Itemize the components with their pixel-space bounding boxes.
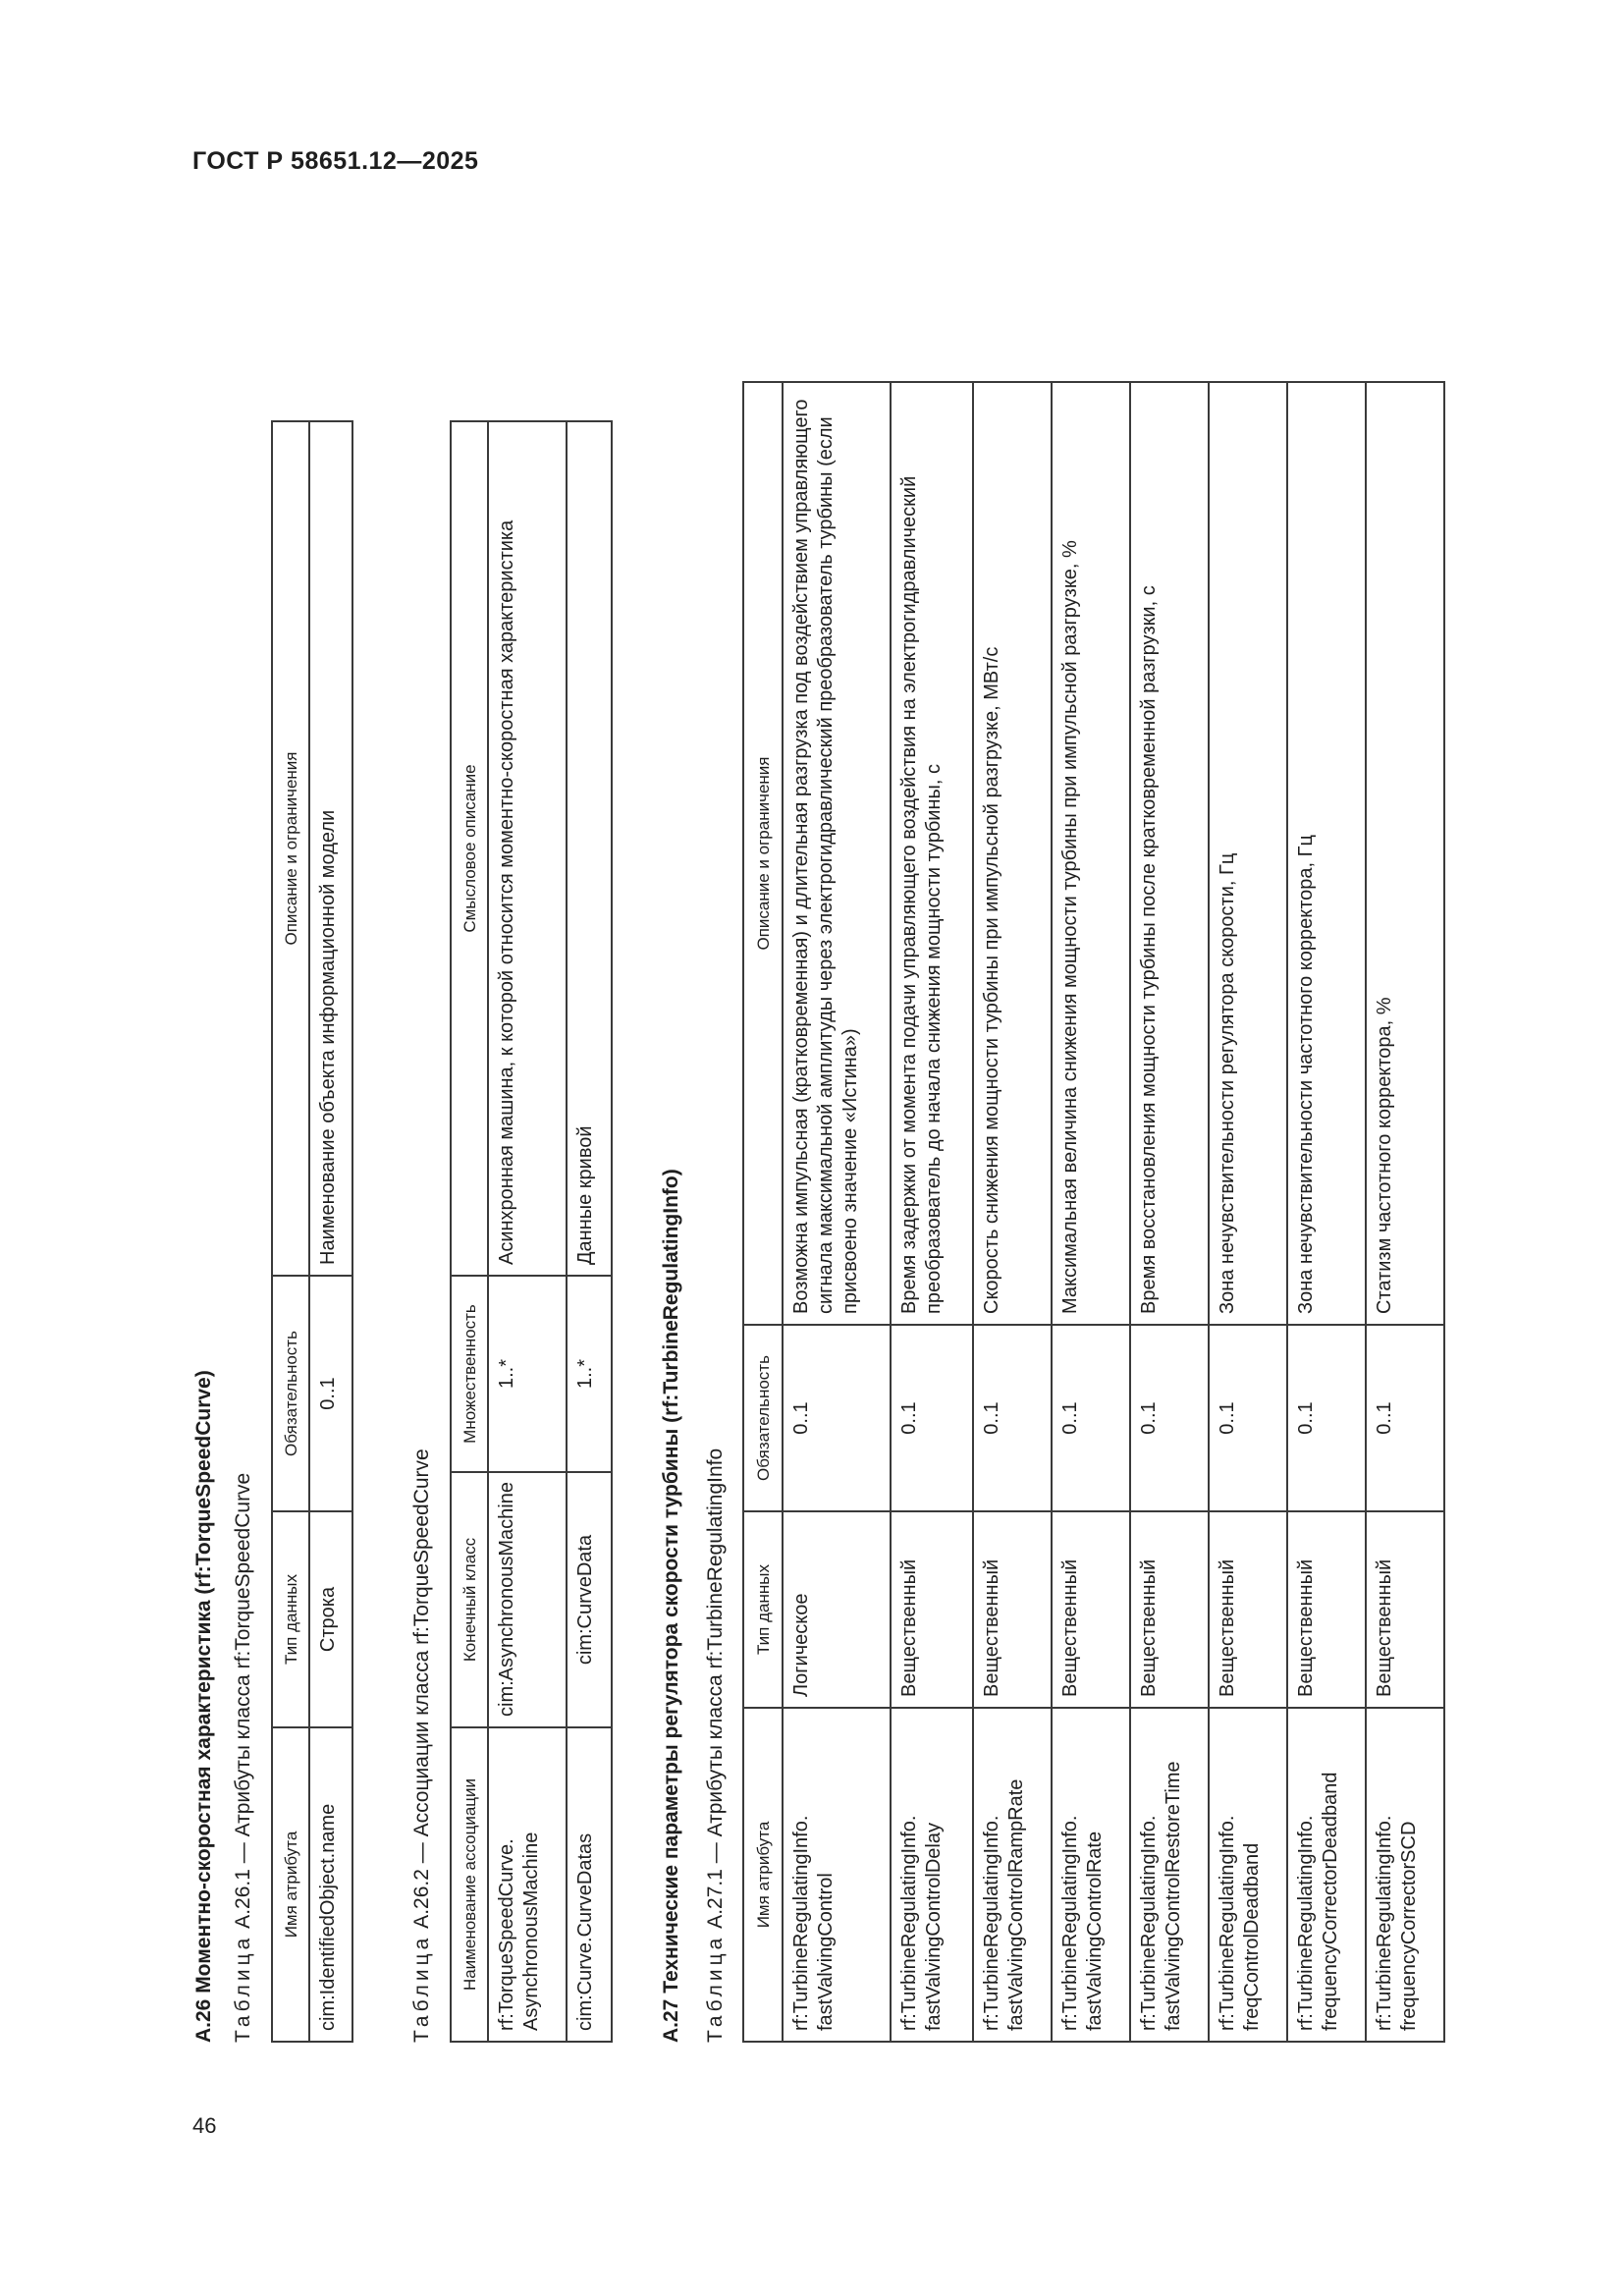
table-row [783,382,891,2042]
caption-prefix: Таблица [410,1934,433,2043]
table-header-row [451,421,488,2042]
table-row [1209,382,1287,2042]
table-row [1287,382,1366,2042]
description-cell: Асинхронная машина, к которой относится моментно-скоростная характеристика [488,421,567,1276]
description-cell: Время восстановления мощности турбины после кратковременной разгрузки, с [1130,382,1209,1325]
header-cell: Описание и ограничения [272,421,309,1276]
target-class-cell: cim:AsynchronousMachine [488,1472,567,1727]
multiplicity-cell: 1..* [488,1276,567,1472]
obligation-cell: 0..1 [1130,1325,1209,1511]
description-cell: Наименование объекта информационной модели [309,421,352,1276]
table-row [1366,382,1444,2042]
table-row [567,421,612,2042]
attribute-name-cell: rf:TurbineRegulatingInfo. fastValvingControlRestoreTime [1130,1708,1209,2042]
table-row [891,382,973,2042]
description-cell: Статизм частотного корректора, % [1366,382,1444,1325]
table-row [973,382,1052,2042]
multiplicity-cell: 1..* [567,1276,612,1472]
table-row [1052,382,1130,2042]
caption-text: А.26.2 — Ассоциации класса rf:TorqueSpeedCurve [410,1449,433,1929]
header-cell: Наименование ассоциации [451,1727,488,2042]
table-a27-1-caption [704,1449,728,2043]
table-row [309,421,352,2042]
table-a27-1 [742,381,1445,2043]
document-header: ГОСТ Р 58651.12—2025 [192,147,479,175]
obligation-cell: 0..1 [309,1276,352,1511]
attribute-name-cell: rf:TurbineRegulatingInfo. freqControlDeadband [1209,1708,1287,2042]
header-cell: Обязательность [743,1325,783,1511]
data-type-cell: Вещественный [973,1511,1052,1708]
data-type-cell: Вещественный [1287,1511,1366,1708]
table-a26-1 [271,420,353,2043]
caption-prefix: Таблица [232,1934,254,2043]
attribute-name-cell: cim:IdentifiedObject.name [309,1727,352,2042]
section-a27-title: А.27 Технические параметры регулятора скорости турбины (rf:TurbineRegulatingInfo) [660,1169,682,2043]
obligation-cell: 0..1 [1366,1325,1444,1511]
data-type-cell: Строка [309,1511,352,1727]
attribute-name-cell: rf:TurbineRegulatingInfo. fastValvingControlRate [1052,1708,1130,2042]
obligation-cell: 0..1 [1209,1325,1287,1511]
target-class-cell: cim:CurveData [567,1472,612,1727]
obligation-cell: 0..1 [1287,1325,1366,1511]
header-cell: Описание и ограничения [743,382,783,1325]
table-row [1130,382,1209,2042]
description-cell: Зона нечувствительности регулятора скорости, Гц [1209,382,1287,1325]
header-cell: Тип данных [272,1511,309,1727]
rotated-page-content [192,226,1518,2043]
caption-prefix: Таблица [704,1934,727,2043]
obligation-cell: 0..1 [783,1325,891,1511]
table-header-row [743,382,783,2042]
header-cell: Имя атрибута [743,1708,783,2042]
table-row [488,421,567,2042]
table-header-row [272,421,309,2042]
description-cell: Скорость снижения мощности турбины при импульсной разгрузке, МВт/с [973,382,1052,1325]
description-cell: Максимальная величина снижения мощности турбины при импульсной разгрузке, % [1052,382,1130,1325]
obligation-cell: 0..1 [1052,1325,1130,1511]
attribute-name-cell: rf:TurbineRegulatingInfo. fastValvingControlRampRate [973,1708,1052,2042]
data-type-cell: Вещественный [891,1511,973,1708]
obligation-cell: 0..1 [891,1325,973,1511]
data-type-cell: Вещественный [1366,1511,1444,1708]
attribute-name-cell: rf:TurbineRegulatingInfo. fastValvingControlDelay [891,1708,973,2042]
table-a26-1-caption [232,1473,255,2043]
header-cell: Тип данных [743,1511,783,1708]
description-cell: Возможна импульсная (кратковременная) и длительная разгрузка под воздействием управляющего сигнала максимальной амплитуды через электрогидравлический преобразователь турбины (если присвоено значение «Истина») [783,382,891,1325]
header-cell: Смысловое описание [451,421,488,1276]
table-a26-2-caption [410,1449,434,2043]
attribute-name-cell: rf:TurbineRegulatingInfo. fastValvingControl [783,1708,891,2042]
section-a26-title: А.26 Моментно-скоростная характеристика (rf:TorqueSpeedCurve) [192,1370,215,2043]
description-cell: Зона нечувствительности частотного корректора, Гц [1287,382,1366,1325]
data-type-cell: Логическое [783,1511,891,1708]
header-cell: Имя атрибута [272,1727,309,2042]
header-cell: Конечный класс [451,1472,488,1727]
header-cell: Множественность [451,1276,488,1472]
data-type-cell: Вещественный [1130,1511,1209,1708]
association-name-cell: cim:Curve.CurveDatas [567,1727,612,2042]
table-a26-2 [450,420,613,2043]
description-cell: Время задержки от момента подачи управляющего воздействия на электрогидравлический преобразователь до начала снижения мощности турбины, с [891,382,973,1325]
caption-text: А.26.1 — Атрибуты класса rf:TorqueSpeedCurve [232,1472,254,1929]
association-name-cell: rf:TorqueSpeedCurve. AsynchronousMachine [488,1727,567,2042]
data-type-cell: Вещественный [1052,1511,1130,1708]
obligation-cell: 0..1 [973,1325,1052,1511]
data-type-cell: Вещественный [1209,1511,1287,1708]
page-number: 46 [192,2113,217,2138]
attribute-name-cell: rf:TurbineRegulatingInfo. frequencyCorrectorDeadband [1287,1708,1366,2042]
description-cell: Данные кривой [567,421,612,1276]
attribute-name-cell: rf:TurbineRegulatingInfo. frequencyCorrectorSCD [1366,1708,1444,2042]
header-cell: Обязательность [272,1276,309,1511]
caption-text: А.27.1 — Атрибуты класса rf:TurbineRegulatingInfo [704,1448,727,1929]
